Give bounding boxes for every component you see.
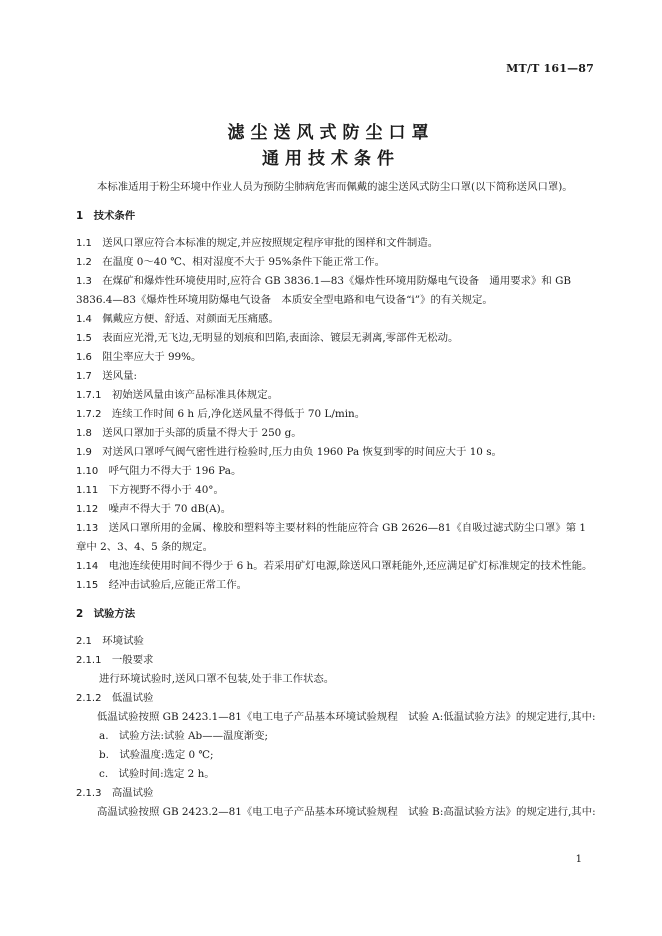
clause-item — [76, 500, 596, 519]
clause-item — [76, 310, 596, 329]
clause-number: 1.3 — [76, 276, 92, 287]
clause-text: 在温度 0～40 ℃、相对湿度不大于 95%条件下能正常工作。 — [102, 256, 385, 268]
clause-text: 环境试验 — [102, 635, 144, 647]
clause-text: 连续工作时间 6 h 后,净化送风量不得低于 70 L/min。 — [111, 408, 366, 420]
clause-number: 1.14 — [76, 561, 99, 572]
standard-code: MT/T 161—87 — [506, 62, 594, 75]
clause-number: 1.10 — [76, 466, 99, 477]
clause-text: 送风口罩应符合本标准的规定,并应按照规定程序审批的图样和文件制造。 — [102, 237, 439, 249]
clause-item — [76, 386, 596, 405]
clause-text: 送风口罩所用的金属、橡胶和塑料等主要材料的性能应符合 GB 2626—81《自吸过滤式防尘口罩》第 1 章中 2、3、4、5 条的规定。 — [76, 522, 587, 553]
clause-number: 2.1.1 — [76, 655, 102, 666]
test-parameter-list — [76, 727, 596, 784]
list-label: c. — [99, 768, 109, 780]
clause-number: 1.11 — [76, 485, 99, 496]
list-text: 试验温度:选定 0 ℃; — [119, 749, 214, 761]
clause-text: 高温试验 — [111, 787, 154, 799]
clause-item — [76, 557, 596, 576]
clause-number: 1.7.2 — [76, 409, 102, 420]
clause-2-1-2-body: 低温试验按照 GB 2423.1—81《电工电子产品基本环境试验规程 试验 A:低温试验方法》的规定进行,其中: — [97, 711, 596, 723]
clause-text: 送风量: — [102, 370, 137, 382]
clause-number: 1.1 — [76, 238, 92, 249]
clause-number: 1.15 — [76, 580, 99, 591]
clause-text: 在煤矿和爆炸性环境使用时,应符合 GB 3836.1—83《爆炸性环境用防爆电气设备 通用要求》和 GB 3836.4—83《爆炸性环境用防爆电气设备 本质安全型电路和电气设备“i”》的有关规定。 — [76, 275, 572, 306]
clause-text: 初始送风量由该产品标准具体规定。 — [111, 389, 279, 401]
list-text: 试验方法:试验 Ab——温度渐变; — [118, 730, 269, 742]
clause-text: 表面应光滑,无飞边,无明显的划痕和凹陷,表面涂、镀层无剥离,零部件无松动。 — [102, 332, 459, 344]
list-label: b. — [99, 749, 109, 761]
clause-item — [76, 519, 596, 557]
clause-number: 2.1.2 — [76, 693, 102, 704]
clause-number: 2.1 — [76, 636, 92, 647]
clause-number: 1.8 — [76, 428, 92, 439]
clause-text: 噪声不得大于 70 dB(A)。 — [108, 503, 232, 515]
clause-2-1-3-body: 高温试验按照 GB 2423.2—81《电工电子产品基本环境试验规程 试验 B:高温试验方法》的规定进行,其中: — [97, 806, 596, 818]
clause-text: 佩戴应方便、舒适、对颜面无压痛感。 — [102, 313, 279, 325]
clause-item — [76, 253, 596, 272]
list-item — [76, 727, 596, 746]
clause-number: 1.2 — [76, 257, 92, 268]
clause-item — [76, 576, 596, 595]
clause-2-1-1 — [76, 651, 596, 670]
clause-2-1-1-body: 进行环境试验时,送风口罩不包装,处于非工作状态。 — [99, 673, 335, 685]
clause-item — [76, 348, 596, 367]
clause-item — [76, 367, 596, 386]
clause-text: 呼气阻力不得大于 196 Pa。 — [108, 465, 242, 477]
clause-item — [76, 405, 596, 424]
clause-text: 对送风口罩呼气阀气密性进行检验时,压力由负 1960 Pa 恢复到零的时间应大于 10 s。 — [102, 446, 502, 458]
clause-number: 1.7 — [76, 371, 92, 382]
list-item — [76, 765, 596, 784]
clause-2-1 — [76, 632, 596, 651]
clause-item — [76, 443, 596, 462]
clause-text: 经冲击试验后,应能正常工作。 — [108, 579, 248, 591]
clause-text: 电池连续使用时间不得少于 6 h。若采用矿灯电源,除送风口罩耗能外,还应满足矿灯标准规定的技术性能。 — [108, 560, 593, 572]
clause-item — [76, 481, 596, 500]
intro-paragraph: 本标准适用于粉尘环境中作业人员为预防尘肺病危害而佩戴的滤尘送风式防尘口罩(以下简称送风口罩)。 — [97, 181, 573, 193]
list-text: 试验时间:选定 2 h。 — [118, 768, 215, 780]
clause-number: 1.7.1 — [76, 390, 102, 401]
page-number: 1 — [575, 854, 582, 865]
clause-2-1-3 — [76, 784, 596, 803]
clause-number: 1.6 — [76, 352, 92, 363]
clause-number: 1.5 — [76, 333, 92, 344]
section-1-items — [76, 234, 596, 595]
clause-text: 低温试验 — [111, 692, 154, 704]
clause-item — [76, 462, 596, 481]
clause-number: 1.4 — [76, 314, 92, 325]
section-heading-1: 1 技术条件 — [76, 210, 136, 222]
clause-number: 1.13 — [76, 523, 99, 534]
section-heading-2: 2 试验方法 — [76, 608, 136, 620]
document-title: 滤尘送风式防尘口罩 — [227, 123, 435, 143]
clause-text: 一般要求 — [111, 654, 154, 666]
document-body — [76, 178, 596, 822]
clause-text: 阻尘率应大于 99%。 — [102, 351, 202, 363]
clause-number: 2.1.3 — [76, 788, 102, 799]
clause-number: 1.9 — [76, 447, 92, 458]
clause-2-1-2 — [76, 689, 596, 708]
clause-number: 1.12 — [76, 504, 99, 515]
clause-item — [76, 272, 596, 310]
clause-text: 下方视野不得小于 40°。 — [108, 484, 224, 496]
clause-item — [76, 424, 596, 443]
clause-text: 送风口罩加于头部的质量不得大于 250 g。 — [102, 427, 302, 439]
clause-item — [76, 234, 596, 253]
clause-item — [76, 329, 596, 348]
list-label: a. — [99, 730, 109, 742]
list-item — [76, 746, 596, 765]
document-subtitle: 通用技术条件 — [262, 149, 400, 169]
